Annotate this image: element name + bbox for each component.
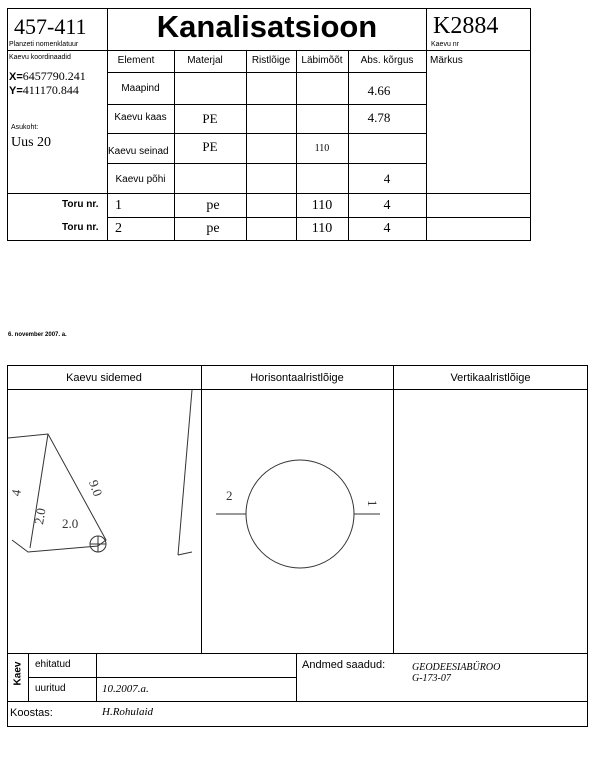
table-row-material: PE: [202, 111, 218, 126]
sketch-footer-divider: [7, 653, 588, 654]
column-header-element: Element: [117, 55, 155, 66]
pipe-row-diameter: 110: [311, 221, 333, 236]
x-coordinate-value: 6457790.241: [22, 69, 86, 83]
table-row-line: [107, 217, 531, 218]
well-links-drawing: [8, 390, 200, 652]
footer-side-label: Kaev: [12, 661, 24, 686]
pipe-row-height: 4: [383, 221, 391, 236]
table-row-element: Maapind: [121, 83, 160, 94]
location-label: Asukoht:: [11, 124, 39, 131]
data-source-code: G-173-07: [412, 673, 451, 684]
well-number-divider: [426, 8, 427, 241]
column-header-diameter: Läbimõõt: [301, 55, 343, 66]
pipe-row-material: pe: [206, 221, 220, 236]
left-info-bottom: [7, 193, 107, 194]
location-value: Uus 20: [11, 135, 52, 150]
table-row-material: PE: [202, 139, 218, 154]
sketch-column-links: Kaevu sidemed: [66, 372, 142, 384]
footer-divider: [296, 653, 297, 701]
sketch-column-horizontal: Horisontaalristlõige: [250, 372, 344, 384]
table-row-line: [107, 193, 531, 194]
surveyed-value: 10.2007.a.: [102, 683, 149, 695]
map-number: 457-411: [14, 14, 87, 39]
y-coordinate-value: 411170.844: [22, 83, 79, 97]
sketch-mark-c: 2.0: [62, 516, 79, 531]
sketch-col-divider: [393, 365, 394, 653]
date-note: 6. november 2007. a.: [8, 332, 67, 338]
well-number: K2884: [433, 13, 499, 39]
data-source-label: Andmed saadud:: [302, 659, 386, 671]
header-divider: [7, 50, 531, 51]
table-row-element: Kaevu seinad: [108, 146, 169, 157]
column-header-material: Materjal: [187, 55, 223, 66]
sketch-column-vertical: Vertikaalristlõige: [450, 372, 531, 384]
surveyed-label: uuritud: [35, 683, 66, 694]
pipe-row-number: 1: [115, 198, 122, 213]
footer-row-line: [7, 701, 588, 702]
pipe-row-label: Toru nr.: [62, 222, 99, 233]
footer-row-line: [28, 677, 296, 678]
page-title: Kanalisatsioon: [156, 9, 378, 44]
remarks-label: Märkus: [430, 55, 463, 66]
sketch-line: [30, 434, 48, 548]
table-row-line: [107, 163, 426, 164]
pipe-row-label: Toru nr.: [62, 199, 99, 210]
pipe-label-right: 1: [365, 500, 380, 507]
compiled-value: H.Rohulaid: [102, 706, 154, 718]
y-coordinate-label: Y=: [9, 85, 23, 97]
column-header-abs-height: Abs. kõrgus: [360, 55, 414, 66]
built-label: ehitatud: [35, 659, 71, 670]
table-row-diameter: 110: [314, 143, 330, 154]
sketch-line: [178, 552, 192, 555]
horizontal-section-drawing: [202, 390, 392, 652]
compiled-label: Koostas:: [10, 707, 53, 719]
x-coordinate-label: X=: [9, 71, 23, 83]
pipe-label-left: 2: [226, 488, 233, 503]
table-row-line: [107, 104, 426, 105]
table-row-line: [107, 133, 426, 134]
table-row-element: Kaevu kaas: [114, 112, 167, 123]
sketch-mark-b: 9.0: [86, 477, 106, 499]
pipe-row-material: pe: [206, 198, 220, 213]
table-row-height: 4.66: [367, 83, 391, 98]
column-header-cross-section: Ristlõige: [251, 55, 291, 66]
sketch-mark-d: 2.0: [31, 506, 49, 526]
pipe-row-number: 2: [115, 221, 122, 236]
well-number-label: Kaevu nr: [431, 41, 460, 48]
x-coordinate: [9, 69, 86, 84]
sketch-line: [178, 390, 192, 555]
table-row-line: [107, 72, 426, 73]
well-circle: [246, 460, 354, 568]
table-row-element: Kaevu põhi: [115, 174, 166, 185]
table-row-height: 4: [383, 171, 391, 186]
coords-label: Kaevu koordinaadid: [9, 54, 71, 61]
sketch-mark-a: 4: [8, 488, 24, 498]
y-coordinate: [9, 83, 79, 98]
pipe-row-diameter: 110: [311, 198, 333, 213]
data-source-value: GEODEESIABÜROO: [412, 662, 501, 673]
pipe-row-height: 4: [383, 198, 391, 213]
map-number-label: Planzeti nomenklatuur: [9, 41, 79, 48]
table-row-height: 4.78: [367, 110, 391, 125]
